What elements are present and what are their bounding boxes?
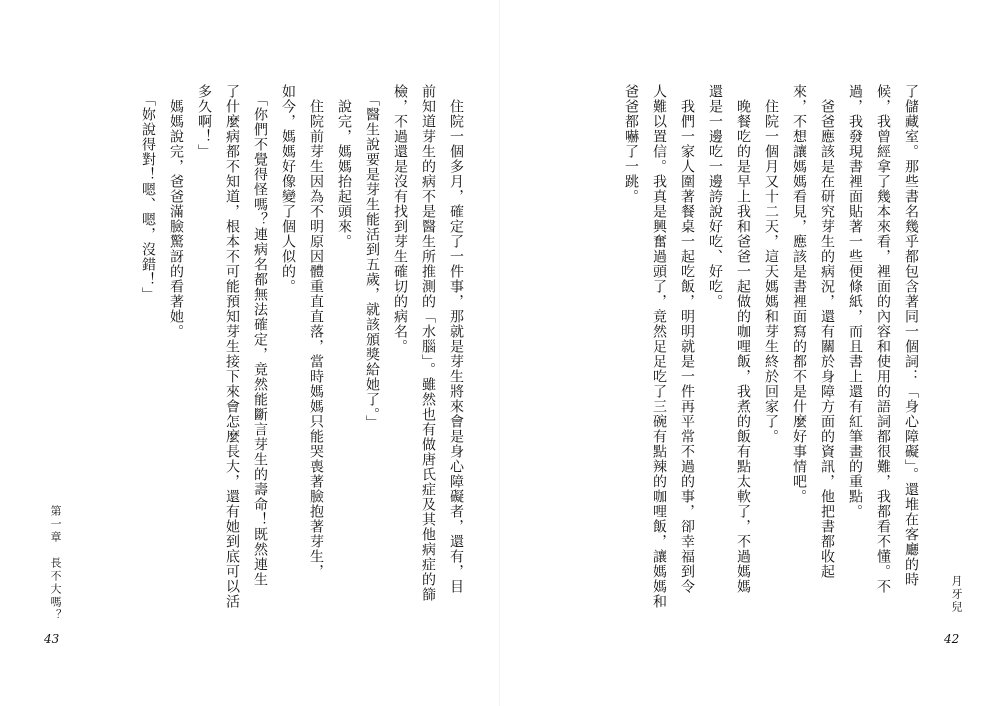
paragraph: 我們一家人圍著餐桌一起吃飯，明明就是一件再平常不過的事，卻幸福到令 [679,84,695,594]
paragraph: 檢，不過還是沒有找到芽生確切的病名。 [392,84,408,354]
right-body-text [575,84,925,609]
paragraph: 人難以置信。我真是興奮過頭了，竟然足足吃了三碗有點辣的咖哩飯，讓媽媽和 [651,84,667,609]
paragraph: 住院前芽生因為不明原因體重直直落，當時媽媽只能哭喪著臉抱著芽生， [308,84,324,579]
paragraph: 「醫生說要是芽生能活到五歲，就該頒獎給她了。」 [364,84,380,430]
paragraph: 了什麼病都不知道，根本不可能預知芽生接下來會怎麼長大，還有她到底可以活 [224,84,240,609]
paragraph: 來，不想讓媽媽看見，應該是書裡面寫的都不是什麼好事情吧。 [791,84,807,504]
paragraph: 「妳說得對！嗯、嗯，沒錯！」 [140,84,156,302]
page-number: 42 [944,632,960,646]
right-page [500,0,1000,706]
paragraph: 了儲藏室。那些書名幾乎都包含著同一個詞：「身心障礙」。還堆在客廳的時 [903,84,919,587]
paragraph: 候，我曾經拿了幾本來看，裡面的內容和使用的語詞都很難，我都看不懂。不 [875,84,891,594]
paragraph: 還是一邊吃一邊誇說好吃、好吃。 [707,84,723,309]
paragraph: 如今，媽媽好像變了個人似的。 [280,84,296,294]
paragraph: 前知道芽生的病不是醫生所推測的「水腦」。雖然也有做唐氏症及其他病症的篩 [420,84,436,602]
paragraph: 住院一個月又十二天，這天媽媽和芽生終於回家了。 [763,84,779,444]
paragraph: 媽媽說完，爸爸滿臉驚訝的看著她。 [168,84,184,339]
paragraph: 過，我發現書裡面貼著一些便條紙，而且書上還有紅筆畫的重點。 [847,84,863,519]
paragraph: 多久啊！」 [196,84,212,159]
paragraph: 住院一個多月，確定了一件事，那就是芽生將來會是身心障礙者，還有，目 [448,84,464,594]
paragraph: 晚餐吃的是早上我和爸爸一起做的咖哩飯，我煮的飯有點太軟了，不過媽媽 [735,84,751,594]
page-number: 43 [44,632,60,646]
paragraph: 爸爸都嚇了一跳。 [623,84,639,204]
running-head-chapter: 第一章 長不大嗎？ [49,505,62,622]
paragraph: 爸爸應該是在研究芽生的病況，還有關於身障方面的資訊，他把書都收起 [819,84,835,579]
left-body-text [50,84,470,609]
paragraph: 說完，媽媽抬起頭來。 [336,84,352,249]
paragraph: 「你們不覺得怪嗎？連病名都無法確定，竟然能斷言芽生的壽命！既然連生 [252,84,268,587]
running-head-title: 月牙兒 [950,575,963,614]
